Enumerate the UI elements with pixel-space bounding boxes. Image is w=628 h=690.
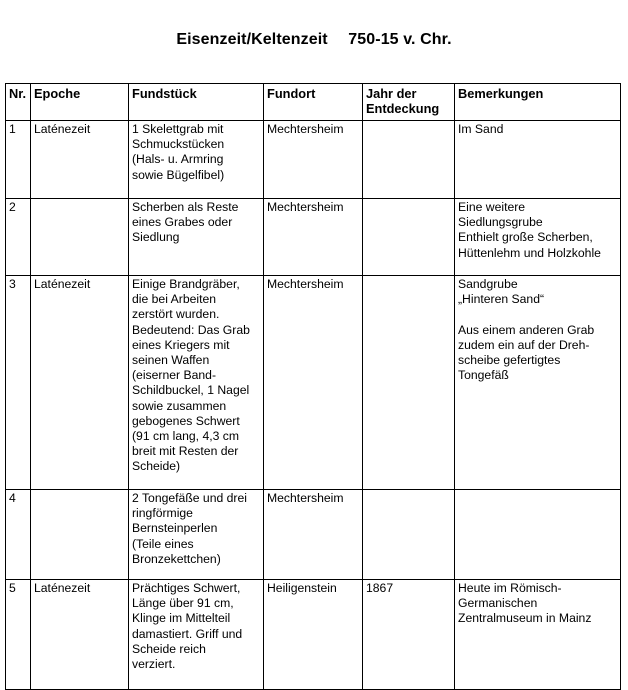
cell-epoche: Laténezeit [31, 580, 129, 690]
cell-bemerkungen [455, 121, 621, 199]
cell-bemerkungen-line: zudem ein auf der Dreh- [458, 337, 590, 352]
cell-fundstueck-line: Scheide reich [132, 641, 206, 656]
cell-epoche [31, 490, 129, 580]
cell-jahr [363, 276, 455, 490]
cell-epoche: Laténezeit [31, 121, 129, 199]
cell-bemerkungen-line: Im Sand [458, 122, 504, 136]
header-jahr [363, 84, 455, 121]
cell-bemerkungen-line: Hüttenlehm und Holzkohle [458, 245, 601, 260]
header-row [6, 84, 621, 121]
cell-fundstueck-line: breit mit Resten der [132, 444, 239, 459]
cell-fundort: Mechtersheim [264, 490, 363, 580]
cell-jahr [363, 199, 455, 276]
cell-fundstueck-line: Siedlung [132, 230, 180, 245]
title-period: Eisenzeit/Keltenzeit [176, 31, 328, 48]
cell-bemerkungen-line: Germanischen [458, 596, 538, 611]
cell-bemerkungen-line: Sandgrube [458, 277, 518, 291]
cell-jahr [363, 121, 455, 199]
cell-nr: 1 [6, 121, 31, 199]
cell-bemerkungen [455, 490, 621, 580]
cell-fundstueck-line: sowie zusammen [132, 398, 227, 413]
cell-fundort: Heiligenstein [264, 580, 363, 690]
cell-fundstueck-line: Schmuckstücken [132, 137, 225, 152]
finds-table [5, 83, 621, 690]
cell-fundstueck-line: Einige Brandgräber, [132, 277, 240, 291]
cell-fundstueck-line: (91 cm lang, 4,3 cm [132, 429, 240, 444]
cell-fundstueck-line: eines Grabes oder [132, 215, 233, 230]
cell-fundstueck-line: Scherben als Reste [132, 200, 239, 214]
header-epoche: Epoche [31, 84, 129, 121]
cell-fundstueck-line: Länge über 91 cm, [132, 596, 234, 611]
cell-fundstueck [129, 121, 264, 199]
cell-fundort: Mechtersheim [264, 121, 363, 199]
cell-epoche: Laténezeit [31, 276, 129, 490]
header-fundstueck: Fundstück [129, 84, 264, 121]
cell-bemerkungen-line: Zentralmuseum in Mainz [458, 611, 592, 626]
cell-fundstueck-line: sowie Bügelfibel) [132, 167, 225, 182]
cell-bemerkungen-line: Enthielt große Scherben, [458, 230, 593, 245]
table-row [6, 199, 621, 276]
title-range: 750-15 v. Chr. [348, 31, 452, 48]
cell-fundstueck-line: gebogenes Schwert [132, 413, 240, 428]
cell-bemerkungen-line: Tongefäß [458, 368, 509, 383]
cell-fundstueck-line: Bronzekettchen) [132, 551, 221, 566]
cell-fundstueck-line: die bei Arbeiten [132, 292, 217, 307]
cell-fundstueck [129, 580, 264, 690]
cell-bemerkungen-line: Heute im Römisch- [458, 581, 562, 595]
cell-fundstueck-line: Bedeutend: Das Grab [132, 322, 250, 337]
table-row [6, 490, 621, 580]
header-nr: Nr. [6, 84, 31, 121]
cell-fundstueck [129, 199, 264, 276]
cell-nr: 5 [6, 580, 31, 690]
cell-fundstueck-line: Bernsteinperlen [132, 521, 218, 536]
cell-fundstueck-line: (Hals- u. Armring [132, 152, 224, 167]
page-title [0, 31, 628, 49]
cell-fundstueck-line: Scheide) [132, 459, 181, 474]
cell-jahr [363, 490, 455, 580]
cell-fundstueck-line: (eiserner Band- [132, 368, 216, 383]
cell-bemerkungen-line [458, 307, 617, 322]
header-fundort: Fundort [264, 84, 363, 121]
header-bemerkungen: Bemerkungen [455, 84, 621, 121]
cell-fundstueck [129, 276, 264, 490]
cell-bemerkungen [455, 276, 621, 490]
table-row [6, 276, 621, 490]
table-row [6, 121, 621, 199]
cell-fundstueck-line: Prächtiges Schwert, [132, 581, 241, 595]
cell-fundstueck-line: verziert. [132, 657, 176, 672]
cell-fundstueck-line: Klinge im Mittelteil [132, 611, 231, 626]
cell-bemerkungen-line: scheibe gefertigtes [458, 353, 561, 368]
cell-nr: 4 [6, 490, 31, 580]
cell-fundstueck-line: (Teile eines [132, 536, 194, 551]
cell-fundstueck-line: 2 Tongefäße und drei [132, 491, 247, 505]
cell-fundstueck-line: ringförmige [132, 506, 193, 521]
cell-fundstueck-line: Schildbuckel, 1 Nagel [132, 383, 250, 398]
cell-epoche [31, 199, 129, 276]
cell-fundstueck-line: damastiert. Griff und [132, 626, 243, 641]
cell-fundort: Mechtersheim [264, 276, 363, 490]
cell-fundstueck-line: seinen Waffen [132, 353, 210, 368]
cell-bemerkungen-line: Eine weitere [458, 200, 526, 214]
cell-fundort: Mechtersheim [264, 199, 363, 276]
cell-jahr: 1867 [363, 580, 455, 690]
cell-nr: 2 [6, 199, 31, 276]
header-jahr-line2: Entdeckung [366, 101, 440, 116]
cell-fundstueck-line: eines Kriegers mit [132, 337, 230, 352]
cell-nr: 3 [6, 276, 31, 490]
cell-bemerkungen [455, 580, 621, 690]
header-jahr-line1: Jahr der [366, 86, 417, 101]
cell-fundstueck-line: 1 Skelettgrab mit [132, 122, 224, 136]
table-row [6, 580, 621, 690]
cell-bemerkungen-line: „Hinteren Sand“ [458, 292, 545, 307]
cell-fundstueck [129, 490, 264, 580]
cell-bemerkungen-line: Aus einem anderen Grab [458, 322, 595, 337]
cell-bemerkungen [455, 199, 621, 276]
cell-fundstueck-line: zerstört wurden. [132, 307, 220, 322]
cell-bemerkungen-line: Siedlungsgrube [458, 215, 543, 230]
